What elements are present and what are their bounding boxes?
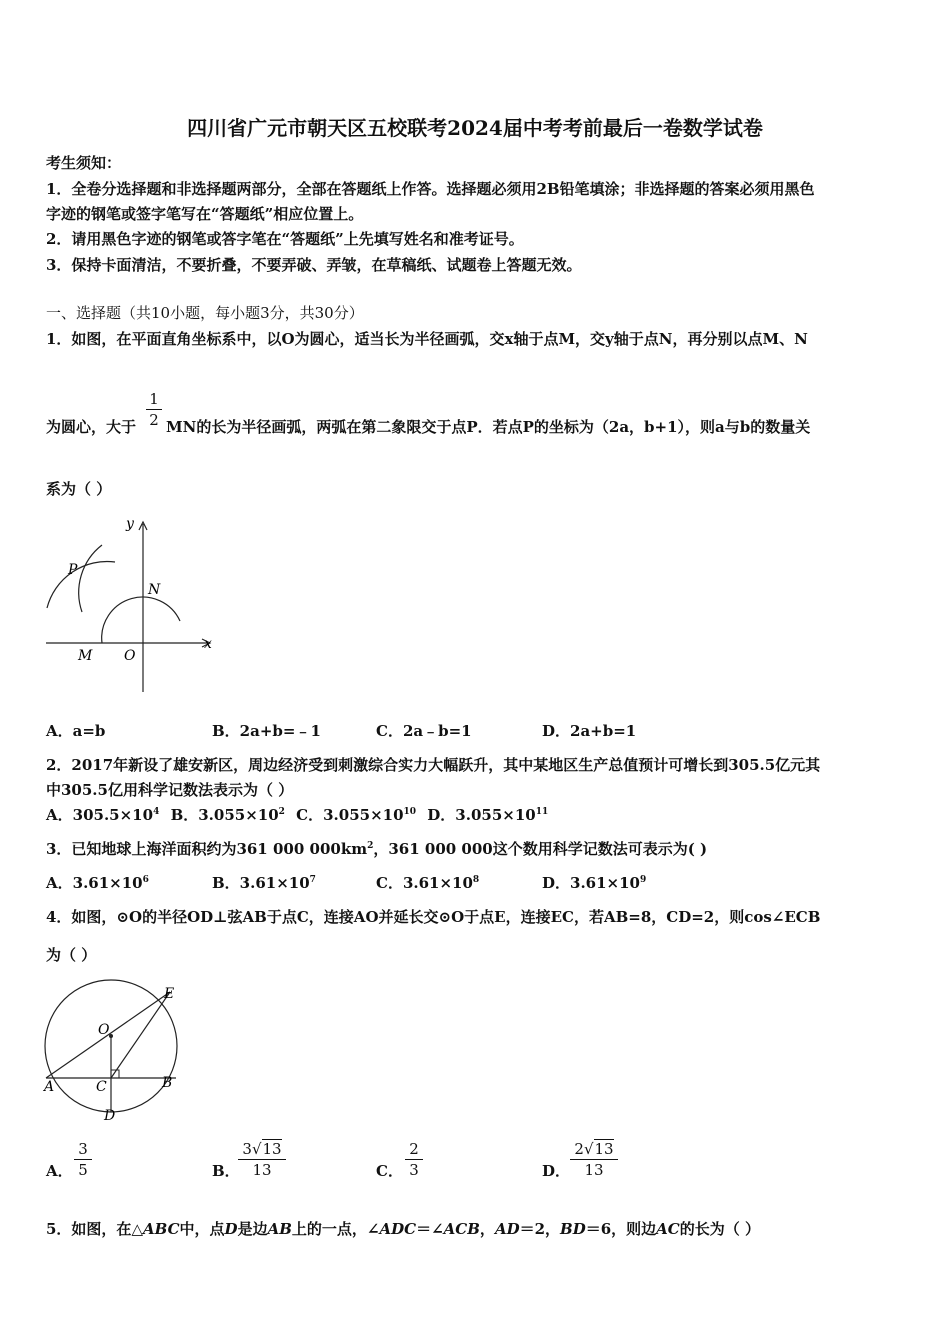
q3-option-b: B．$3.61\times 10^7$ xyxy=(212,874,316,892)
label-d: D xyxy=(104,1108,116,1124)
notice-line-3: 3．保持卡面清洁，不要折叠，不要弄破、弄皱，在草稿纸、试题卷上答题无效。 xyxy=(46,256,582,274)
line-ec xyxy=(111,992,170,1078)
notice-line-1a: 1．全卷分选择题和非选择题两部分，全部在答题纸上作答。选择题必须用2B铅笔填涂；非选择题的答案必须用黑色 xyxy=(46,180,815,198)
arc-from-n xyxy=(79,545,102,612)
q2-option-b: B．$3.055\times 10^2$ xyxy=(170,806,285,824)
q1-option-a: A．a=b xyxy=(46,722,106,740)
arc-from-origin xyxy=(102,597,180,643)
label-o: O xyxy=(98,1022,110,1038)
label-b: B xyxy=(162,1075,173,1091)
label-a: A xyxy=(44,1079,55,1095)
label-c: C xyxy=(96,1079,107,1095)
label-x: x xyxy=(204,636,212,652)
q4-line-2: 为（ ） xyxy=(46,946,97,964)
q5-line-1: 5．如图，在△ABC中，点D是边AB上的一点，∠ADC＝∠ACB，AD＝2，BD＝6，则边AC的长为（ ） xyxy=(46,1220,760,1238)
q3-option-c: C．$3.61\times 10^8$ xyxy=(376,874,480,892)
label-p: P xyxy=(68,562,78,578)
q1-line-2b: MN的长为半径画弧，两弧在第二象限交于点P．若点P的坐标为（2a，b+1），则a与b的数量关 xyxy=(166,418,811,436)
q1-line-2a: 为圆心，大于 xyxy=(46,418,137,436)
q2-options xyxy=(46,804,548,825)
fraction-denominator: 2 xyxy=(149,411,159,429)
q2-line-2: 中305.5亿用科学记数法表示为（ ） xyxy=(46,781,294,799)
notice-line-1b: 字迹的钢笔或签字笔写在“答题纸”相应位置上。 xyxy=(46,205,364,223)
q3-option-d: D．$3.61\times 10^9$ xyxy=(542,874,647,892)
fraction-bar xyxy=(146,409,162,410)
q1-line-1: 1．如图，在平面直角坐标系中，以O为圆心，适当长为半径画弧，交x轴于点M，交y轴于点N，再分别以点M、N xyxy=(46,330,808,348)
q3-line-1: 3．已知地球上海洋面积约为361 000 $000km^2$，361 000 000这个数用科学记数法可表示为( ) xyxy=(46,840,708,858)
q4-figure xyxy=(38,972,188,1124)
q2-option-d: D．$3.055\times 10^{11}$ xyxy=(427,806,549,824)
label-o: O xyxy=(124,648,136,664)
label-e: E xyxy=(164,986,175,1002)
q1-figure xyxy=(40,512,220,697)
q1-option-c: C．2a﹣b=1 xyxy=(376,722,472,740)
q4-option-c-label: C． xyxy=(376,1162,403,1180)
q4-option-b-fraction: 3√13 13 xyxy=(238,1140,286,1179)
q3-option-a: A．$3.61\times 10^6$ xyxy=(46,874,149,892)
q4-option-c-fraction: 2 3 xyxy=(405,1140,423,1179)
q4-line-1: 4．如图，⊙O的半径OD⊥弦AB于点C，连接AO并延长交⊙O于点E，连接EC，若AB=8，CD=2，则cos∠ECB xyxy=(46,908,821,926)
notice-heading: 考生须知： xyxy=(46,154,122,172)
arc-from-m xyxy=(47,561,115,608)
q4-option-a-label: A． xyxy=(46,1162,73,1180)
label-y: y xyxy=(126,516,134,532)
q4-option-b-label: B． xyxy=(212,1162,240,1180)
page-title: 四川省广元市朝天区五校联考2024届中考考前最后一卷数学试卷 xyxy=(187,116,763,140)
q4-option-a-fraction: 3 5 xyxy=(74,1140,92,1179)
q1-option-d: D．2a+b=1 xyxy=(542,722,637,740)
fraction-numerator: 1 xyxy=(149,390,159,408)
q4-option-d-fraction: 2√13 13 xyxy=(570,1140,618,1179)
q1-option-b: B．2a+b=﹣1 xyxy=(212,722,321,740)
q2-line-1: 2．2017年新设了雄安新区，周边经济受到刺激综合实力大幅跃升，其中某地区生产总值预计可增长到305.5亿元其 xyxy=(46,756,821,774)
label-m: M xyxy=(78,648,93,664)
q1-fraction xyxy=(146,390,162,429)
notice-line-2: 2．请用黑色字迹的钢笔或答字笔在“答题纸”上先填写姓名和准考证号。 xyxy=(46,230,524,248)
q2-option-a: A．$305.5\times 10^4$ xyxy=(46,806,160,824)
q2-option-c: C．$3.055\times 10^{10}$ xyxy=(296,806,417,824)
q4-option-d-label: D． xyxy=(542,1162,571,1180)
label-n: N xyxy=(148,582,161,598)
center-dot xyxy=(109,1034,113,1038)
q1-line-3: 系为（ ） xyxy=(46,480,112,498)
section-heading: 一、选择题（共10小题，每小题3分，共30分） xyxy=(46,304,364,322)
